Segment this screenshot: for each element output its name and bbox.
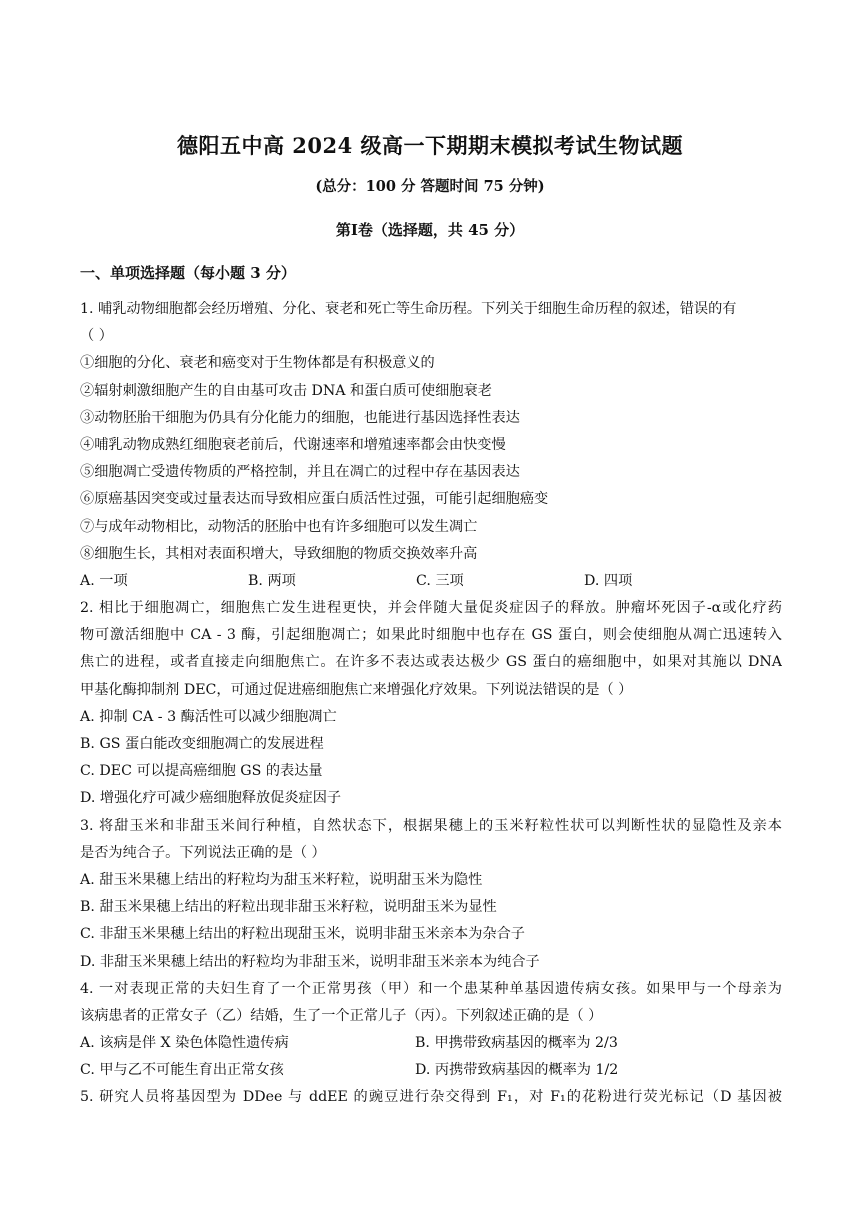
statement-6: ⑥原癌基因突变或过量表达而导致相应蛋白质活性过强，可能引起细胞癌变 (80, 491, 549, 508)
option-a: A. 甜玉米果穗上结出的籽粒均为甜玉米籽粒，说明甜玉米为隐性 (80, 871, 483, 888)
page-title: 德阳五中高 2024 级高一下期期末模拟考试生物试题 (176, 133, 684, 158)
option-c: C. DEC 可以提高癌细胞 GS 的表达量 (80, 763, 323, 780)
question-1-stem: 1. 哺乳动物细胞都会经历增殖、分化、衰老和死亡等生命历程。下列关于细胞生命历程的叙述，错误的有 (80, 301, 737, 317)
option-a: A. 该病是伴 X 染色体隐性遗传病 (80, 1035, 289, 1052)
option-d: D. 四项 (584, 572, 633, 589)
option-b: B. 两项 (248, 572, 296, 589)
question-4-options-row (80, 1057, 782, 1084)
question-5-line: 5. 研究人员将基因型为 DDee 与 ddEE 的豌豆进行杂交得到 F₁，对 F₁的花粉进行荧光标记（D 基因被 (80, 1089, 782, 1106)
question-1-stem-bracket: （ ） (80, 328, 113, 345)
statement-5: ⑤细胞凋亡受遗传物质的严格控制，并且在凋亡的过程中存在基因表达 (80, 464, 520, 481)
question-3-line: 是否为纯合子。下列说法正确的是（ ） (80, 844, 326, 861)
question-4-line: 4. 一对表现正常的夫妇生育了一个正常男孩（甲）和一个患某种单基因遗传病女孩。如果甲与一个母亲为 (80, 980, 782, 997)
statement-2: ②辐射刺激细胞产生的自由基可攻击 DNA 和蛋白质可使细胞衰老 (80, 382, 492, 399)
option-a: A. 抑制 CA - 3 酶活性可以减少细胞凋亡 (80, 708, 337, 725)
statement-7: ⑦与成年动物相比，动物活的胚胎中也有许多细胞可以发生凋亡 (80, 518, 478, 535)
option-d: D. 增强化疗可减少癌细胞释放促炎症因子 (80, 790, 342, 807)
statement-1: ①细胞的分化、衰老和癌变对于生物体都是有积极意义的 (80, 355, 435, 372)
question-3-line: 3. 将甜玉米和非甜玉米间行种植，自然状态下，根据果穗上的玉米籽粒性状可以判断性状的显隐性及亲本 (80, 817, 782, 834)
option-c: C. 非甜玉米果穗上结出的籽粒出现甜玉米，说明非甜玉米亲本为杂合子 (80, 926, 525, 943)
statement-8: ⑧细胞生长，其相对表面积增大，导致细胞的物质交换效率升高 (80, 545, 478, 562)
section-heading: 一、单项选择题（每小题 3 分） (80, 264, 296, 282)
question-2-line: 2. 相比于细胞凋亡，细胞焦亡发生进程更快，并会伴随大量促炎症因子的释放。肿瘤坏死因子-α或化疗药 (80, 600, 782, 617)
exam-info: (总分：100 分 答题时间 75 分钟) (315, 178, 545, 195)
option-a: A. 一项 (80, 572, 128, 589)
option-c: C. 三项 (416, 572, 464, 589)
option-b: B. GS 蛋白能改变细胞凋亡的发展进程 (80, 736, 324, 752)
question-list (80, 296, 782, 1112)
option-d: D. 丙携带致病基因的概率为 1/2 (415, 1062, 619, 1079)
option-c: C. 甲与乙不可能生育出正常女孩 (80, 1062, 284, 1079)
question-2-line: 焦亡的进程，或者直接走向细胞焦亡。在许多不表达或表达极少 GS 蛋白的癌细胞中，如果对其施以 DNA (80, 654, 782, 671)
question-1-options (80, 568, 782, 595)
part-heading: 第Ⅰ卷（选择题，共 45 分） (335, 221, 525, 239)
question-4-options-row (80, 1030, 782, 1057)
statement-4: ④哺乳动物成熟红细胞衰老前后，代谢速率和增殖速率都会由快变慢 (80, 436, 506, 453)
question-2-line: 甲基化酶抑制剂 DEC，可通过促进癌细胞焦亡来增强化疗效果。下列说法错误的是（ ） (80, 681, 633, 698)
question-2-line: 物可激活细胞中 CA - 3 酶，引起细胞凋亡；如果此时细胞中也存在 GS 蛋白，则会使细胞从凋亡迅速转入 (80, 627, 782, 644)
option-d: D. 非甜玉米果穗上结出的籽粒均为非甜玉米，说明非甜玉米亲本为纯合子 (80, 953, 540, 970)
option-b: B. 甲携带致病基因的概率为 2/3 (415, 1035, 618, 1052)
question-4-line: 该病患者的正常女子（乙）结婚，生了一个正常儿子（丙）。下列叙述正确的是（ ） (80, 1007, 603, 1024)
statement-3: ③动物胚胎干细胞为仍具有分化能力的细胞，也能进行基因选择性表达 (80, 409, 520, 426)
option-b: B. 甜玉米果穗上结出的籽粒出现非甜玉米籽粒，说明甜玉米为显性 (80, 899, 497, 916)
